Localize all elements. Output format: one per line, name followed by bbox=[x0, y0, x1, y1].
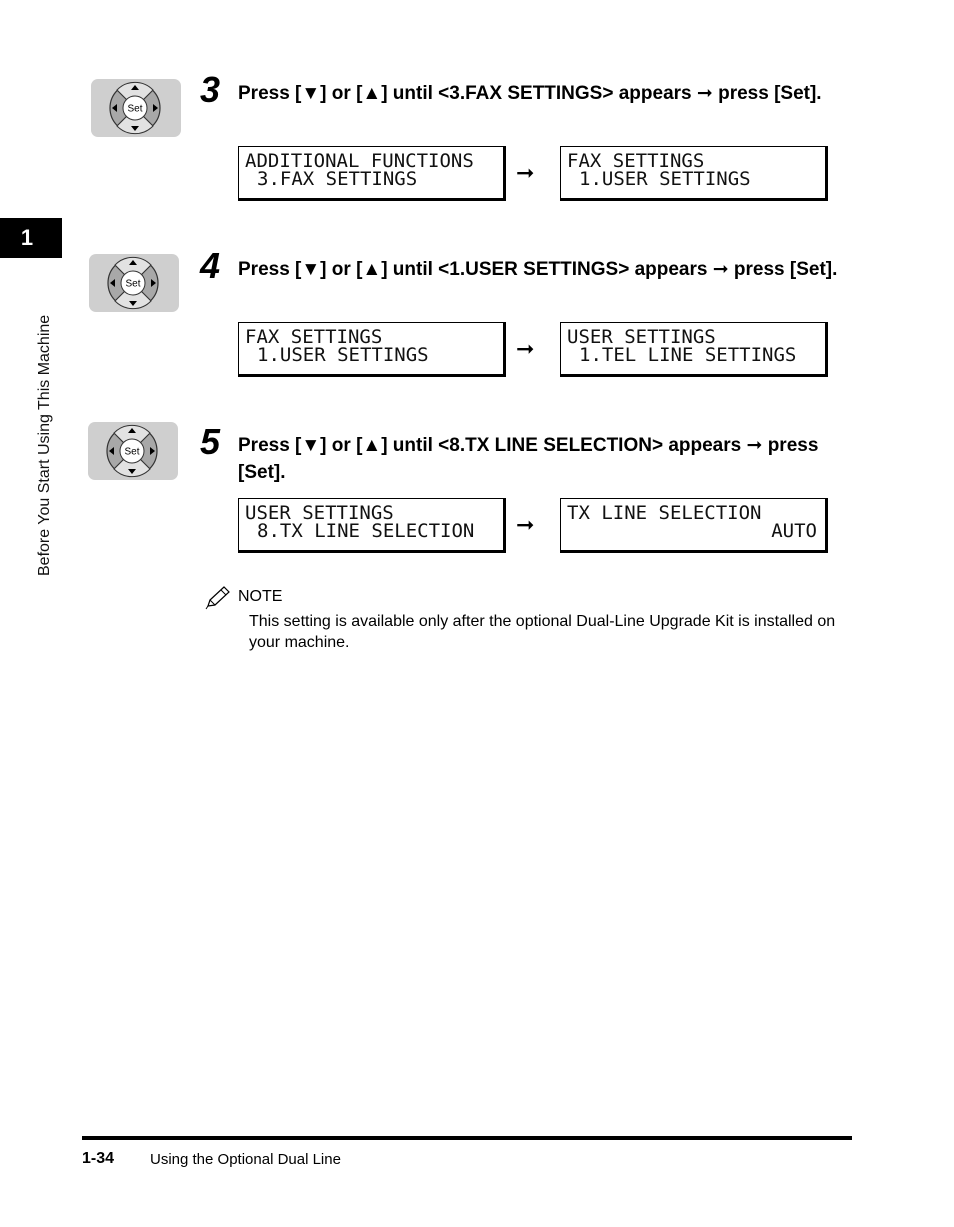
lcd-display-before bbox=[238, 498, 506, 553]
lcd-line-1: USER SETTINGS bbox=[245, 502, 394, 524]
lcd-line-1: FAX SETTINGS bbox=[567, 150, 705, 172]
lcd-display-before bbox=[238, 146, 506, 201]
set-key-label: Set bbox=[125, 278, 141, 290]
lcd-line-1: TX LINE SELECTION bbox=[567, 502, 762, 524]
set-keypad-icon bbox=[89, 254, 179, 312]
step-number: 5 bbox=[200, 421, 221, 462]
lcd-display-after bbox=[560, 498, 828, 553]
page-number: 1-34 bbox=[82, 1150, 115, 1167]
footer-section-title: Using the Optional Dual Line bbox=[150, 1151, 341, 1168]
pencil-icon bbox=[204, 585, 232, 616]
transition-arrow-icon: ➞ bbox=[516, 512, 535, 537]
step-number: 3 bbox=[200, 69, 221, 110]
lcd-display-after bbox=[560, 322, 828, 377]
transition-arrow-icon: ➞ bbox=[516, 160, 535, 185]
lcd-display-after bbox=[560, 146, 828, 201]
chapter-tab bbox=[0, 218, 62, 258]
step-instruction: Press [▼] or [▲] until <8.TX LINE SELECTION> appears ➞ press [Set]. bbox=[238, 435, 819, 483]
lcd-line-2: 3.FAX SETTINGS bbox=[257, 168, 418, 190]
set-keypad-icon bbox=[91, 79, 181, 137]
chapter-title: Before You Start Using This Machine bbox=[36, 314, 53, 576]
set-keypad-icon bbox=[88, 422, 178, 480]
lcd-line-2: 8.TX LINE SELECTION bbox=[257, 520, 475, 542]
lcd-line-1: USER SETTINGS bbox=[567, 326, 716, 348]
lcd-line-2: 1.USER SETTINGS bbox=[579, 168, 751, 190]
lcd-line-2: 1.TEL LINE SETTINGS bbox=[579, 344, 797, 366]
note-heading: NOTE bbox=[238, 588, 283, 605]
footer-divider bbox=[82, 1136, 852, 1140]
lcd-display-before bbox=[238, 322, 506, 377]
step-number: 4 bbox=[200, 245, 221, 286]
transition-arrow-icon: ➞ bbox=[516, 336, 535, 361]
step-instruction: Press [▼] or [▲] until <1.USER SETTINGS> appears ➞ press [Set]. bbox=[238, 259, 838, 280]
note-text: This setting is available only after the optional Dual-Line Upgrade Kit is installed on your machine. bbox=[249, 613, 836, 651]
lcd-line-1: ADDITIONAL FUNCTIONS bbox=[245, 150, 474, 172]
set-key-label: Set bbox=[124, 446, 140, 458]
lcd-line-2: AUTO bbox=[771, 520, 817, 542]
chapter-number: 1 bbox=[20, 225, 34, 250]
lcd-line-1: FAX SETTINGS bbox=[245, 326, 383, 348]
lcd-line-2: 1.USER SETTINGS bbox=[257, 344, 429, 366]
set-key-label: Set bbox=[127, 103, 143, 115]
step-instruction: Press [▼] or [▲] until <3.FAX SETTINGS> appears ➞ press [Set]. bbox=[238, 83, 822, 104]
